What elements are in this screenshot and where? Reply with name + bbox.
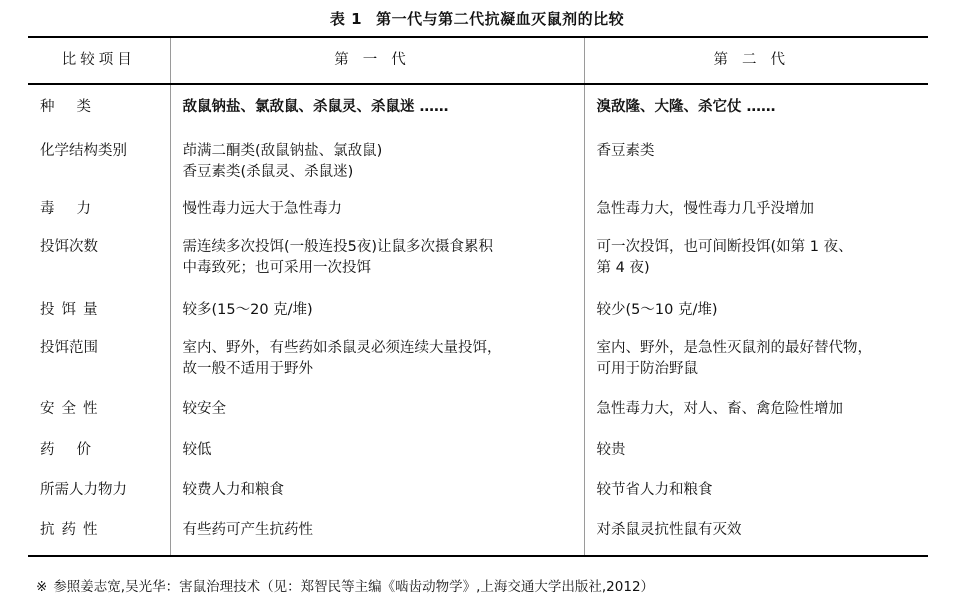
second-gen-cell: 较贵 — [584, 434, 928, 474]
row-label: 抗药性 — [28, 514, 170, 556]
first-gen-cell: 较费人力和粮食 — [170, 474, 584, 514]
second-gen-cell: 急性毒力大，慢性毒力几乎没增加 — [584, 193, 928, 231]
table-row — [28, 84, 928, 135]
row-label: 投饵次数 — [40, 239, 98, 255]
first-gen-cell — [170, 332, 584, 393]
table-row — [28, 332, 928, 393]
table-row — [28, 135, 928, 193]
table-row — [28, 434, 928, 474]
second-gen-cell — [584, 332, 928, 393]
cell-line: 可用于防治野鼠 — [596, 361, 698, 377]
row-label: 毒力 — [40, 201, 113, 217]
table-row — [28, 294, 928, 332]
row-label: 投饵量 — [40, 302, 105, 318]
cell-line: 故一般不适用于野外 — [182, 361, 313, 377]
header-first-generation: 第一代 — [170, 37, 584, 84]
header-second-generation: 第二代 — [584, 37, 928, 84]
header-compare-item: 比较项目 — [28, 37, 170, 84]
cell-line: 室内、野外，有些药如杀鼠灵必须连续大量投饵， — [182, 340, 502, 356]
row-label: 投饵范围 — [40, 340, 98, 356]
footnote-text: 参照姜志宽,吴光华：害鼠治理技术（见：郑智民等主编《啮齿动物学》,上海交通大学出版社,2012） — [53, 579, 655, 595]
table-title — [0, 8, 954, 29]
second-gen-cell: 急性毒力大，对人、畜、禽危险性增加 — [584, 393, 928, 434]
row-label: 药价 — [40, 442, 113, 458]
table-title-text: 第一代与第二代抗凝血灭鼠剂的比较 — [376, 10, 625, 28]
first-gen-cell: 慢性毒力远大于急性毒力 — [170, 193, 584, 231]
row-label: 种类 — [40, 99, 113, 115]
first-gen-cell — [170, 231, 584, 294]
first-gen-cell: 较安全 — [170, 393, 584, 434]
second-gen-cell — [584, 231, 928, 294]
footnote — [36, 575, 654, 595]
second-gen-cell: 对杀鼠灵抗性鼠有灭效 — [584, 514, 928, 556]
cell-line: 茚满二酮类(敌鼠钠盐、氯敌鼠) — [182, 143, 383, 159]
first-gen-cell: 有些药可产生抗药性 — [170, 514, 584, 556]
row-label: 化学结构类别 — [40, 143, 127, 159]
second-gen-cell: 香豆素类 — [584, 135, 928, 193]
row-label: 所需人力物力 — [40, 482, 127, 498]
cell-line: 室内、野外，是急性灭鼠剂的最好替代物， — [596, 340, 872, 356]
second-gen-cell: 较少(5～10 克/堆) — [584, 294, 928, 332]
first-gen-cell — [170, 135, 584, 193]
table-row — [28, 474, 928, 514]
table-row — [28, 231, 928, 294]
table-header-row — [28, 37, 928, 84]
table-row — [28, 193, 928, 231]
first-gen-cell: 敌鼠钠盐、氯敌鼠、杀鼠灵、杀鼠迷 …… — [170, 84, 584, 135]
first-gen-cell: 较多(15～20 克/堆) — [170, 294, 584, 332]
table-row — [28, 393, 928, 434]
cell-line: 中毒致死；也可采用一次投饵 — [182, 260, 371, 276]
second-gen-cell: 溴敌隆、大隆、杀它仗 …… — [584, 84, 928, 135]
cell-line: 可一次投饵，也可间断投饵(如第 1 夜、 — [596, 239, 853, 255]
cell-line: 香豆素类(杀鼠灵、杀鼠迷) — [182, 164, 354, 180]
cell-line: 需连续多次投饵(一般连投5夜)让鼠多次摄食累积 — [182, 239, 494, 255]
table-number: 表 1 — [329, 10, 363, 28]
cell-line: 第 4 夜) — [596, 260, 650, 276]
reference-mark: ※ — [36, 579, 48, 595]
second-gen-cell: 较节省人力和粮食 — [584, 474, 928, 514]
table-row — [28, 514, 928, 556]
first-gen-cell: 较低 — [170, 434, 584, 474]
comparison-table — [28, 36, 928, 557]
row-label: 安全性 — [40, 401, 105, 417]
